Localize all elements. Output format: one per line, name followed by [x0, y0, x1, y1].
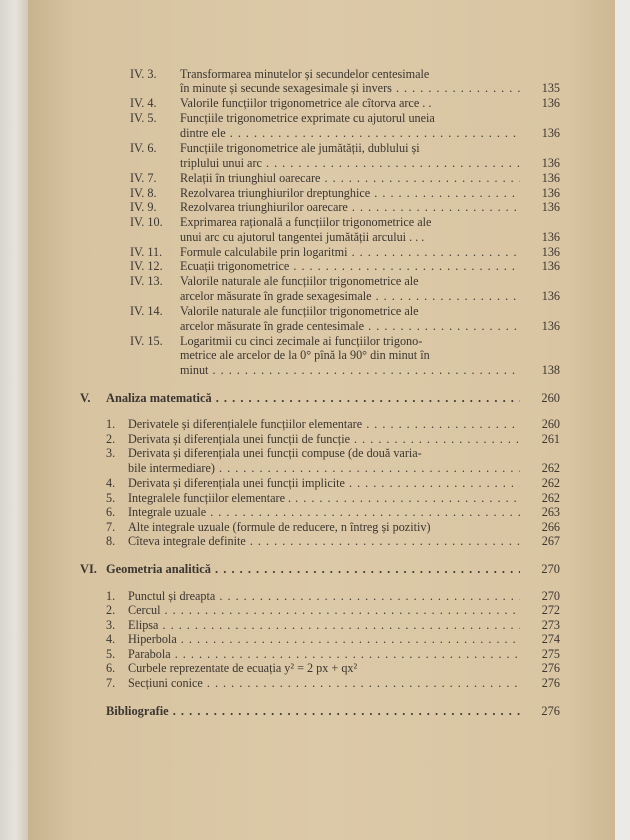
entry-page: 135 — [541, 81, 560, 95]
entry-title: Funcțiile trigonometrice ale jumătății, dublului și — [180, 141, 420, 155]
subentry-number: 3. — [106, 618, 116, 632]
entry-title: Transformarea minutelor și secundelor centesimale — [180, 67, 430, 81]
entry-page: 136 — [541, 96, 560, 110]
entry-number: IV. 7. — [130, 171, 157, 185]
entry-page: 136 — [541, 171, 560, 185]
entry-title: metrice ale arcelor de la 0° pînă la 90° din minut în — [180, 348, 430, 362]
entry-title: Valorile funcțiilor trigonometrice ale cîtorva arce . . — [180, 96, 432, 110]
toc-subentry — [0, 589, 630, 603]
subentry-title: Secțiuni conice . . . — [128, 676, 520, 690]
toc-entry — [0, 334, 630, 348]
subentry-number: 6. — [106, 505, 116, 519]
toc-entry-continued — [0, 319, 630, 333]
entry-title: Valorile naturale ale funcțiilor trigonometrice ale — [180, 304, 419, 318]
toc-entry-continued — [0, 348, 630, 362]
subentry-page: 262 — [541, 461, 560, 475]
entry-number: IV. 6. — [130, 141, 157, 155]
subentry-title: Elipsa . . . — [128, 618, 520, 632]
subentry-number: 2. — [106, 603, 116, 617]
toc-subentry — [0, 632, 630, 646]
toc-entry — [0, 259, 630, 273]
section-title: Geometria analitică . . . — [106, 562, 520, 576]
toc-subentry — [0, 417, 630, 431]
subentry-page: 263 — [541, 505, 560, 519]
toc-entry-continued — [0, 363, 630, 377]
subentry-title: Derivatele și diferențialele funcțiilor elementare . . . — [128, 417, 520, 431]
subentry-page: 274 — [541, 632, 560, 646]
toc-subentry — [0, 603, 630, 617]
entry-title: Ecuații trigonometrice . . . — [180, 259, 520, 273]
subentry-title: bile intermediare) . . . — [128, 461, 520, 475]
subentry-title: Alte integrale uzuale (formule de reducere, n întreg și pozitiv) — [128, 520, 431, 534]
entry-title: triplului unui arc . . . — [180, 156, 520, 170]
entry-page: 136 — [541, 259, 560, 273]
bibliography-page: 276 — [541, 704, 560, 718]
entry-number: IV. 11. — [130, 245, 163, 259]
subentry-title: Parabola . . . — [128, 647, 520, 661]
toc-entry — [0, 304, 630, 318]
entry-title: arcelor măsurate în grade centesimale . . . — [180, 319, 520, 333]
entry-page: 136 — [541, 200, 560, 214]
entry-title: minut . . . — [180, 363, 520, 377]
entry-title: Funcțiile trigonometrice exprimate cu ajutorul uneia — [180, 111, 435, 125]
entry-title: unui arc cu ajutorul tangentei jumătății arcului . . . — [180, 230, 425, 244]
entry-title: Rezolvarea triunghiurilor oarecare . . . — [180, 200, 520, 214]
section-title: Analiza matematică . . . — [106, 391, 520, 405]
toc-subentry-continued — [0, 461, 630, 475]
entry-number: IV. 5. — [130, 111, 157, 125]
entry-page: 136 — [541, 289, 560, 303]
toc-entry — [0, 171, 630, 185]
toc-entry — [0, 67, 630, 81]
toc-entry — [0, 274, 630, 288]
subentry-page: 260 — [541, 417, 560, 431]
section-number: V. — [80, 391, 91, 405]
entry-number: IV. 8. — [130, 186, 157, 200]
toc-subentry — [0, 534, 630, 548]
subentry-page: 262 — [541, 476, 560, 490]
section-heading — [0, 391, 630, 405]
subentry-page: 272 — [541, 603, 560, 617]
entry-page: 136 — [541, 230, 560, 244]
entry-title: Exprimarea rațională a funcțiilor trigonometrice ale — [180, 215, 432, 229]
entry-page: 136 — [541, 186, 560, 200]
subentry-number: 6. — [106, 661, 116, 675]
subentry-number: 4. — [106, 476, 116, 490]
toc-entry — [0, 186, 630, 200]
toc-entry — [0, 200, 630, 214]
subentry-number: 5. — [106, 491, 116, 505]
toc-entry-continued — [0, 289, 630, 303]
subentry-title: Curbele reprezentate de ecuația y² = 2 px + qx² — [128, 661, 358, 675]
entry-number: IV. 3. — [130, 67, 157, 81]
subentry-page: 276 — [541, 661, 560, 675]
toc-entry — [0, 215, 630, 229]
toc-subentry — [0, 505, 630, 519]
section-page: 260 — [541, 391, 560, 405]
entry-page: 136 — [541, 156, 560, 170]
bibliography-entry — [0, 704, 630, 718]
toc-subentry — [0, 476, 630, 490]
section-number: VI. — [80, 562, 97, 576]
entry-title: Rezolvarea triunghiurilor dreptunghice . . . — [180, 186, 520, 200]
subentry-page: 273 — [541, 618, 560, 632]
toc-subentry — [0, 446, 630, 460]
subentry-title: Hiperbola . . . — [128, 632, 520, 646]
entry-page: 138 — [541, 363, 560, 377]
entry-title: Relații în triunghiul oarecare . . . — [180, 171, 520, 185]
subentry-number: 8. — [106, 534, 116, 548]
entry-title: în minute și secunde sexagesimale și invers . . . — [180, 81, 520, 95]
toc-entry — [0, 141, 630, 155]
toc-entry — [0, 245, 630, 259]
entry-number: IV. 14. — [130, 304, 163, 318]
subentry-page: 270 — [541, 589, 560, 603]
subentry-title: Derivata și diferențiala unei funcții compuse (de două varia- — [128, 446, 422, 460]
entry-page: 136 — [541, 319, 560, 333]
subentry-page: 266 — [541, 520, 560, 534]
toc-entry — [0, 96, 630, 110]
subentry-page: 262 — [541, 491, 560, 505]
subentry-title: Derivata și diferențiala unei funcții de funcție . . . — [128, 432, 520, 446]
entry-number: IV. 9. — [130, 200, 157, 214]
section-page: 270 — [541, 562, 560, 576]
section-heading — [0, 562, 630, 576]
toc-subentry — [0, 432, 630, 446]
subentry-number: 3. — [106, 446, 116, 460]
entry-title: Logaritmii cu cinci zecimale ai funcțiilor trigono- — [180, 334, 423, 348]
toc-subentry — [0, 661, 630, 675]
entry-number: IV. 15. — [130, 334, 163, 348]
subentry-number: 7. — [106, 676, 116, 690]
subentry-page: 261 — [541, 432, 560, 446]
toc-entry-continued — [0, 126, 630, 140]
entry-number: IV. 12. — [130, 259, 163, 273]
subentry-title: Cercul . . . — [128, 603, 520, 617]
subentry-title: Integralele funcțiilor elementare . . . . — [128, 491, 520, 505]
toc-entry — [0, 111, 630, 125]
entry-number: IV. 13. — [130, 274, 163, 288]
entry-page: 136 — [541, 126, 560, 140]
subentry-title: Integrale uzuale . . . — [128, 505, 520, 519]
toc-subentry — [0, 520, 630, 534]
subentry-number: 2. — [106, 432, 116, 446]
subentry-number: 1. — [106, 589, 116, 603]
entry-number: IV. 4. — [130, 96, 157, 110]
subentry-number: 5. — [106, 647, 116, 661]
toc-subentry — [0, 491, 630, 505]
toc-entry-continued — [0, 156, 630, 170]
subentry-page: 276 — [541, 676, 560, 690]
entry-number: IV. 10. — [130, 215, 163, 229]
entry-title: Valorile naturale ale funcțiilor trigonometrice ale — [180, 274, 419, 288]
subentry-number: 7. — [106, 520, 116, 534]
subentry-page: 275 — [541, 647, 560, 661]
entry-title: Formule calculabile prin logaritmi . . . — [180, 245, 520, 259]
toc-subentry — [0, 676, 630, 690]
entry-title: dintre ele . . . — [180, 126, 520, 140]
entry-title: arcelor măsurate în grade sexagesimale . . . — [180, 289, 520, 303]
toc-subentry — [0, 618, 630, 632]
toc-subentry — [0, 647, 630, 661]
toc-entry-continued — [0, 81, 630, 95]
entry-page: 136 — [541, 245, 560, 259]
subentry-title: Cîteva integrale definite . . . — [128, 534, 520, 548]
subentry-title: Derivata și diferențiala unei funcții implicite . . . — [128, 476, 520, 490]
subentry-number: 1. — [106, 417, 116, 431]
subentry-number: 4. — [106, 632, 116, 646]
bibliography-title: Bibliografie . . . — [106, 704, 520, 718]
subentry-page: 267 — [541, 534, 560, 548]
subentry-title: Punctul și dreapta . . . — [128, 589, 520, 603]
toc-entry-continued — [0, 230, 630, 244]
